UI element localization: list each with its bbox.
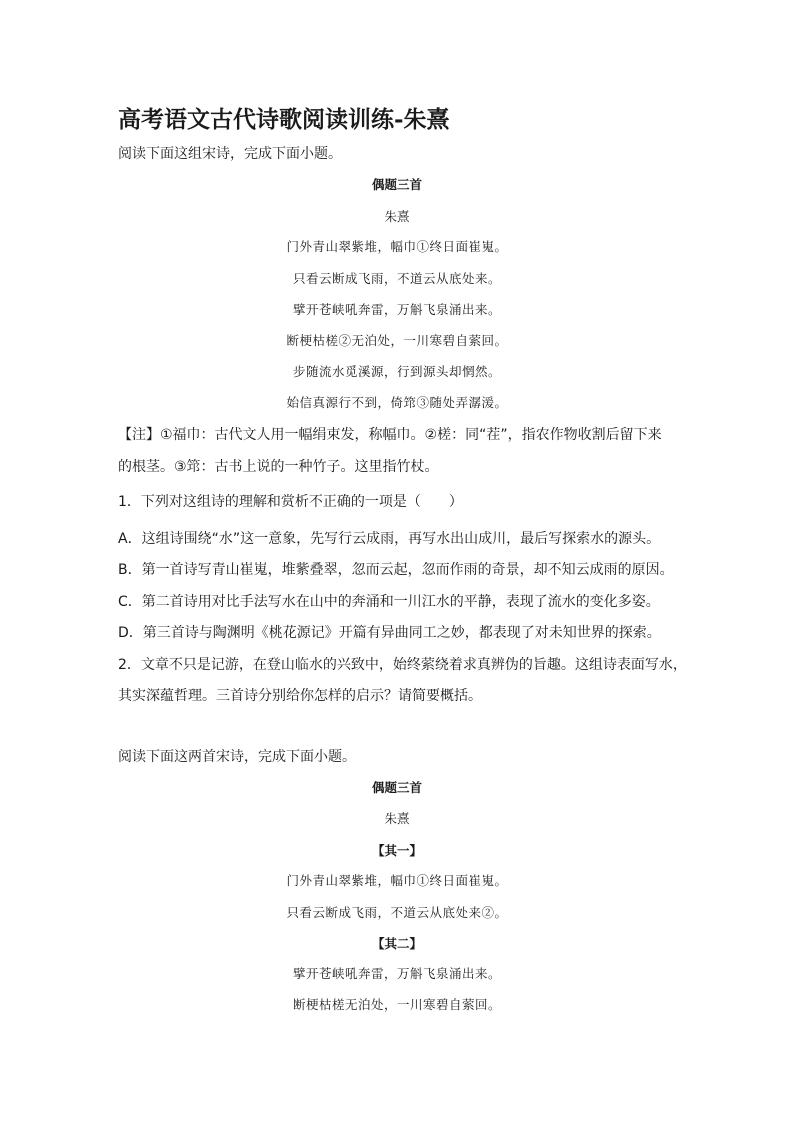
poem-line: 门外青山翠紫堆，幅巾①终日面崔嵬。 [286,239,508,254]
poem-line: 始信真源行不到，倚筇③随处弄潺湲。 [286,395,508,410]
poem-title: 偶题三首 [371,780,422,795]
poem-part-heading: 【其一】 [371,843,422,858]
poem-line: 断梗枯槎无泊处，一川寒碧自萦回。 [292,997,501,1012]
poem-line: 擘开苍峡吼奔雷，万斛飞泉涌出来。 [292,966,501,981]
poem-line: 擘开苍峡吼奔雷，万斛飞泉涌出来。 [292,302,501,317]
question-1-option-c: C．第二首诗用对比手法写水在山中的奔涌和一川江水的平静，表现了流水的变化多姿。 [118,594,660,610]
section2-intro: 阅读下面这两首宋诗，完成下面小题。 [118,749,356,765]
question-1-option-a: A．这组诗围绕“水”这一意象，先写行云成雨，再写水出山成川，最后写探索水的源头。 [118,531,661,547]
annotation-note: 【注】①福巾：古代文人用一幅绢束发，称幅巾。②槎：同“茬”，指农作物收割后留下来 [118,427,662,443]
poem-part-heading: 【其二】 [371,936,422,951]
poem-author: 朱熹 [384,209,410,224]
poem-title: 偶题三首 [371,177,422,192]
page-title: 高考语文古代诗歌阅读训练-朱熹 [118,106,450,133]
poem-line: 只看云断成飞雨，不道云从底处来。 [292,271,501,286]
section1-intro: 阅读下面这组宋诗，完成下面小题。 [118,146,342,162]
poem-author: 朱熹 [384,811,410,826]
question-2: 2．文章不只是记游，在登山临水的兴致中，始终萦绕着求真辨伪的旨趣。这组诗表面写水， [118,657,687,673]
question-2-continued: 其实深蕴哲理。三首诗分别给你怎样的启示？请简要概括。 [118,688,482,704]
question-1-option-d: D．第三首诗与陶渊明《桃花源记》开篇有异曲同工之妙，都表现了对未知世界的探索。 [118,625,661,641]
poem-line: 门外青山翠紫堆，幅巾①终日面崔嵬。 [286,873,508,888]
question-1-option-b: B．第一首诗写青山崔嵬，堆紫叠翠，忽而云起，忽而作雨的奇景，却不知云成雨的原因。 [118,562,674,578]
annotation-note-continued: 的根茎。③筇：古书上说的一种竹子。这里指竹杖。 [118,459,439,475]
poem-line: 步随流水觅溪源，行到源头却惘然。 [292,364,501,379]
poem-line: 只看云断成飞雨，不道云从底处来②。 [286,905,508,920]
question-1: 1．下列对这组诗的理解和赏析不正确的一项是（ ） [118,494,463,510]
poem-line: 断梗枯槎②无泊处，一川寒碧自萦回。 [286,333,508,348]
